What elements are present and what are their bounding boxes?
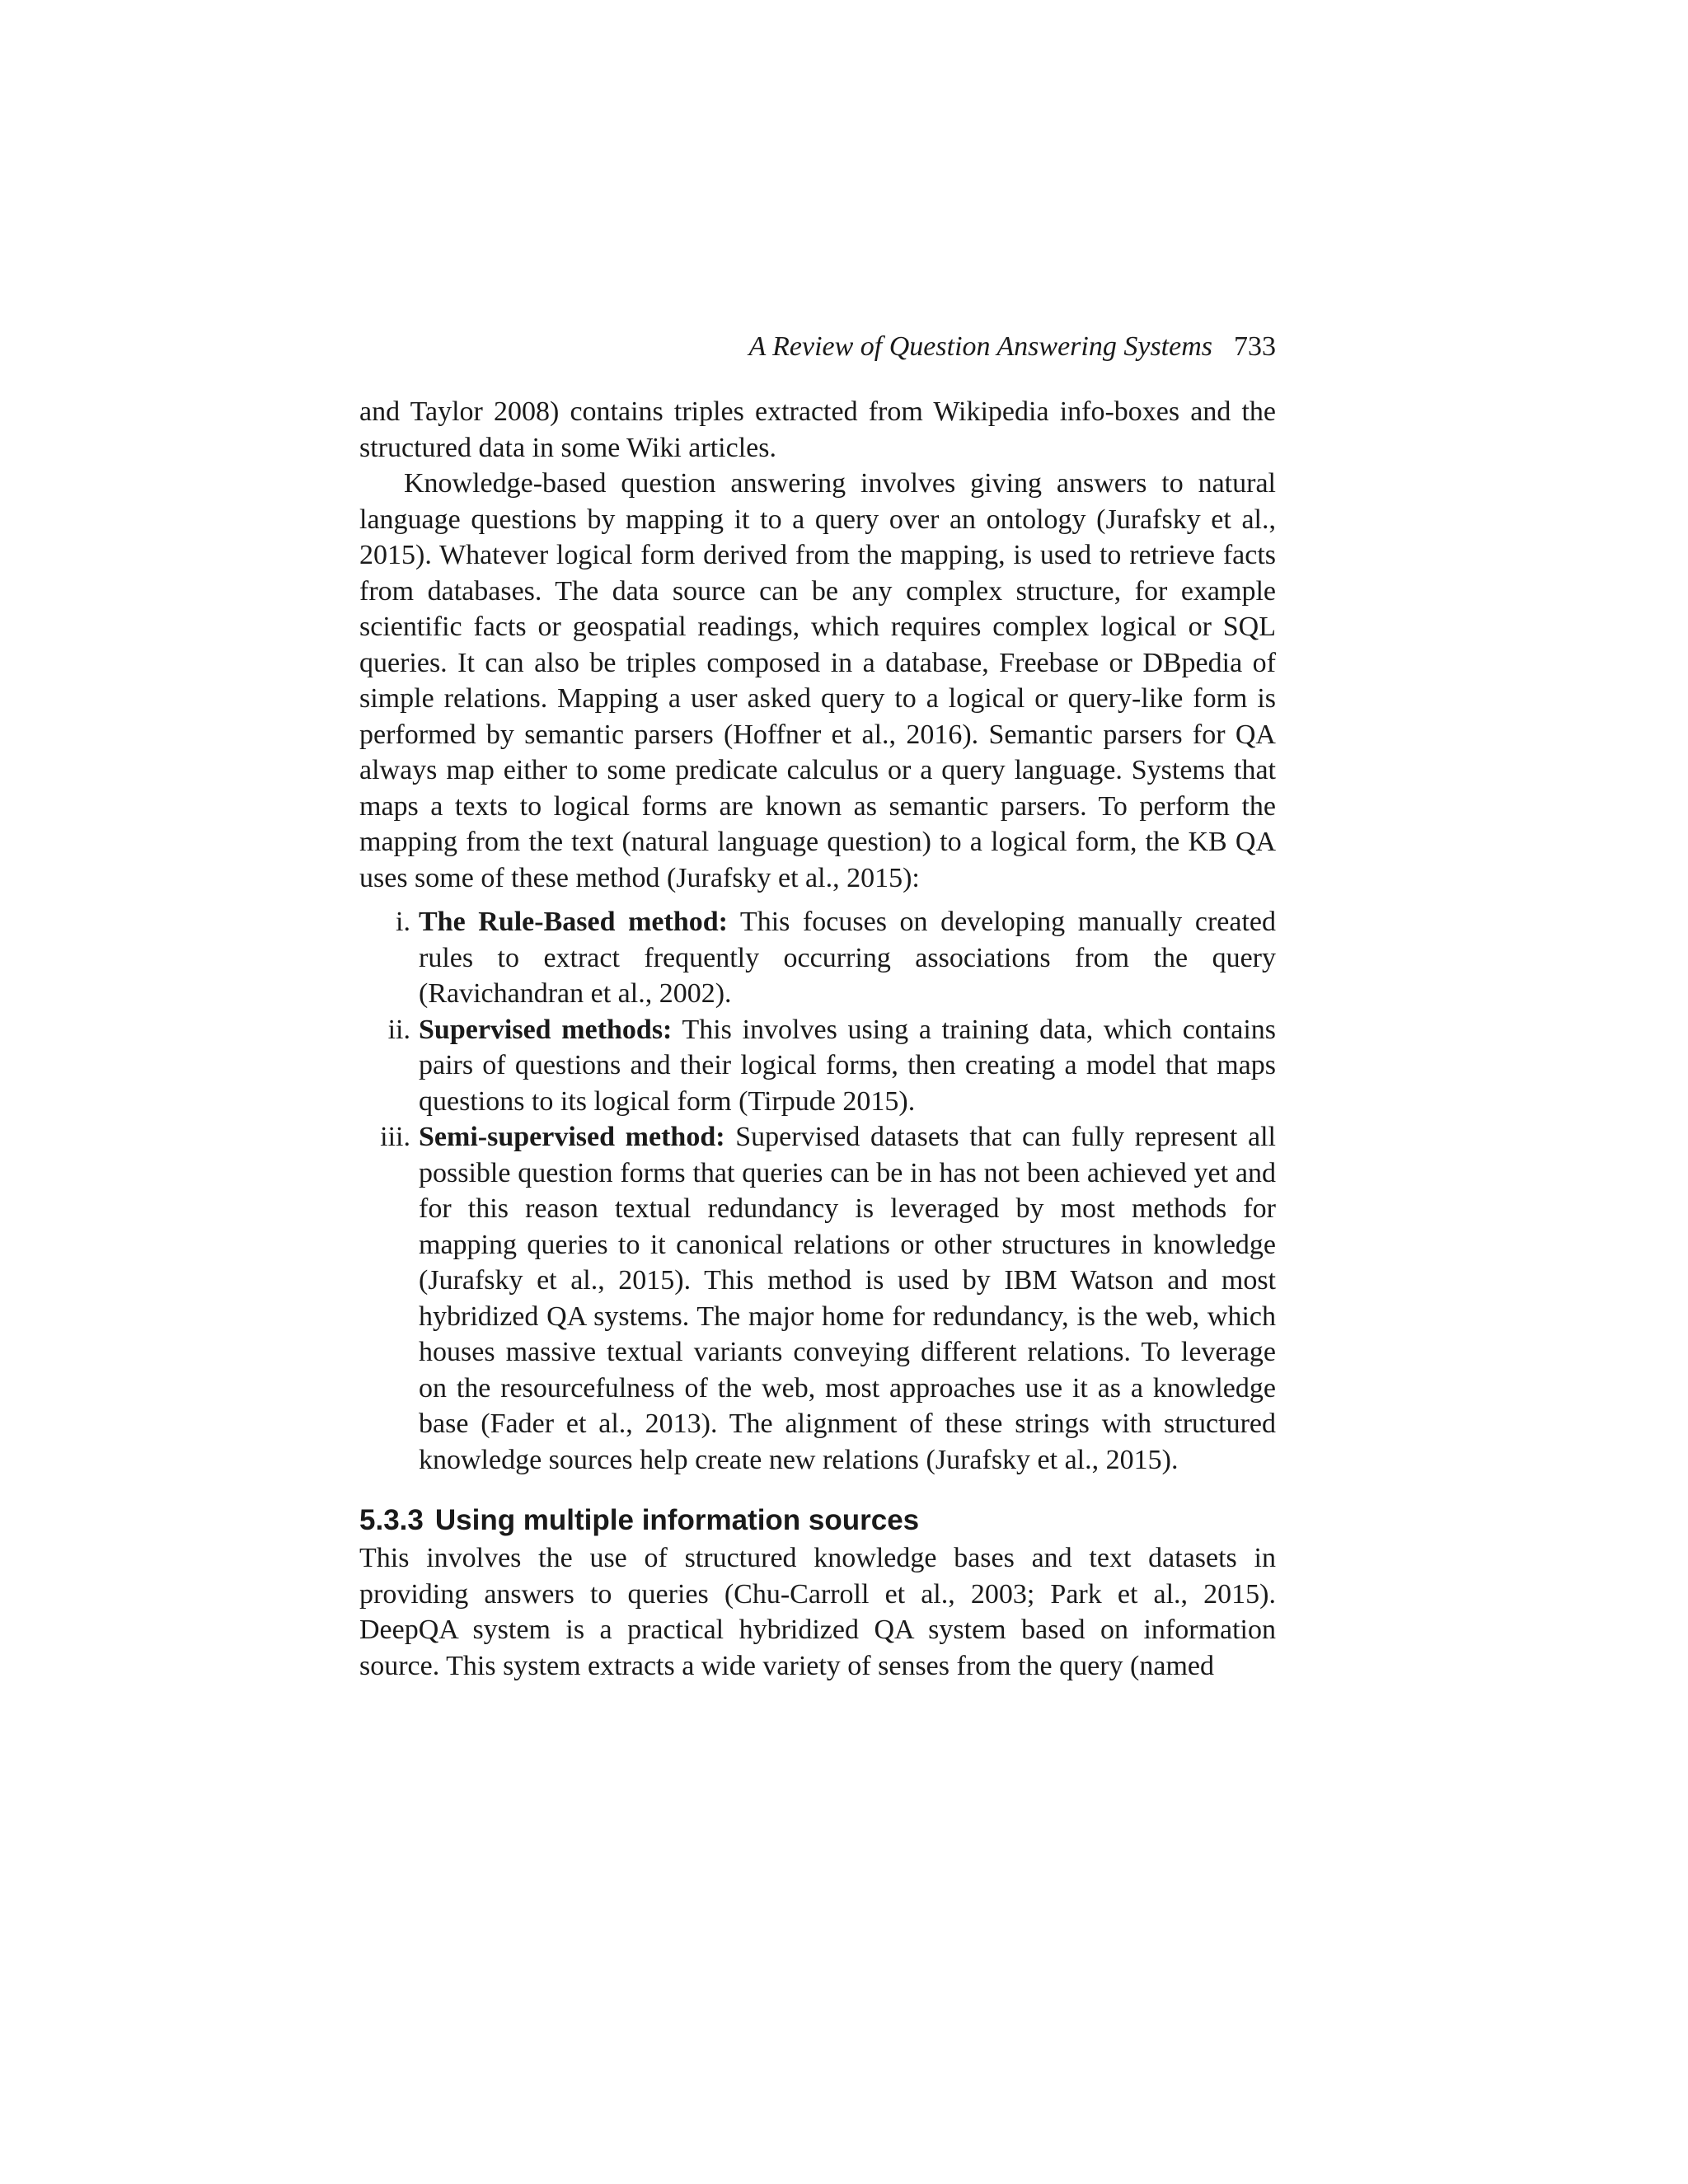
list-marker: iii. — [380, 1122, 410, 1152]
document-page — [359, 328, 1276, 1684]
list-marker: i. — [396, 907, 410, 937]
section-title: Using multiple information sources — [434, 1504, 920, 1536]
list-item-rule-based — [359, 904, 1276, 1012]
list-term: Semi-supervised method: — [419, 1122, 725, 1152]
section-number: 5.3.3 — [359, 1504, 424, 1536]
page-number: 733 — [1234, 331, 1276, 362]
list-marker: ii. — [387, 1014, 410, 1045]
list-term: Supervised methods: — [419, 1014, 673, 1045]
running-header — [359, 328, 1276, 366]
running-title: A Review of Question Answering Systems — [748, 331, 1212, 362]
list-text: This focuses on developing manually created rules to extract frequently occurring associations from the query (Ravichandran et al., 2002). — [419, 907, 1276, 1009]
list-text: Supervised datasets that can fully represent all possible question forms that queries can be in has not been achieved yet and for this reason textual redundancy is leveraged by most methods for mapping queries to it canonical relations or other structures in knowledge (Jurafsky et al., 2015). This method is used by IBM Watson and most hybridized QA systems. The major home for redundancy, is the web, which houses massive textual variants conveying different relations. To leverage on the resourcefulness of the web, most approaches use it as a knowledge base (Fader et al., 2013). The alignment of these strings with structured knowledge sources help create new relations (Jurafsky et al., 2015). — [419, 1122, 1276, 1475]
paragraph-multiple-sources: This involves the use of structured knowledge bases and text datasets in providing answers to queries (Chu-Carroll et al., 2003; Park et al., 2015). DeepQA system is a practical hybridized QA system based on information source. This system extracts a wide variety of senses from the query (named — [359, 1543, 1276, 1681]
method-list — [359, 904, 1276, 1478]
paragraph-continuation: and Taylor 2008) contains triples extracted from Wikipedia info-boxes and the structured data in some Wiki articles. — [359, 396, 1276, 463]
paragraph-kbqa: Knowledge-based question answering involves giving answers to natural language questions by mapping it to a query over an ontology (Jurafsky et al., 2015). Whatever logical form derived from the mapping, is used to retrieve facts from databases. The data source can be any complex structure, for example scientific facts or geospatial readings, which requires complex logical or SQL queries. It can also be triples composed in a database, Freebase or DBpedia of simple relations. Mapping a user asked query to a logical or query-like form is performed by semantic parsers (Hoffner et al., 2016). Semantic parsers for QA always map either to some predicate calculus or a query language. Systems that maps a texts to logical forms are known as semantic parsers. To perform the mapping from the text (natural language question) to a logical form, the KB QA uses some of these method (Jurafsky et al., 2015): — [359, 468, 1276, 893]
list-term: The Rule-Based method: — [419, 907, 728, 937]
list-item-supervised — [359, 1012, 1276, 1120]
body-text — [359, 394, 1276, 1684]
list-text: This involves using a training data, which contains pairs of questions and their logical forms, then creating a model that maps questions to its logical form (Tirpude 2015). — [419, 1014, 1276, 1117]
section-heading — [359, 1502, 1276, 1539]
list-item-semi-supervised — [359, 1119, 1276, 1478]
